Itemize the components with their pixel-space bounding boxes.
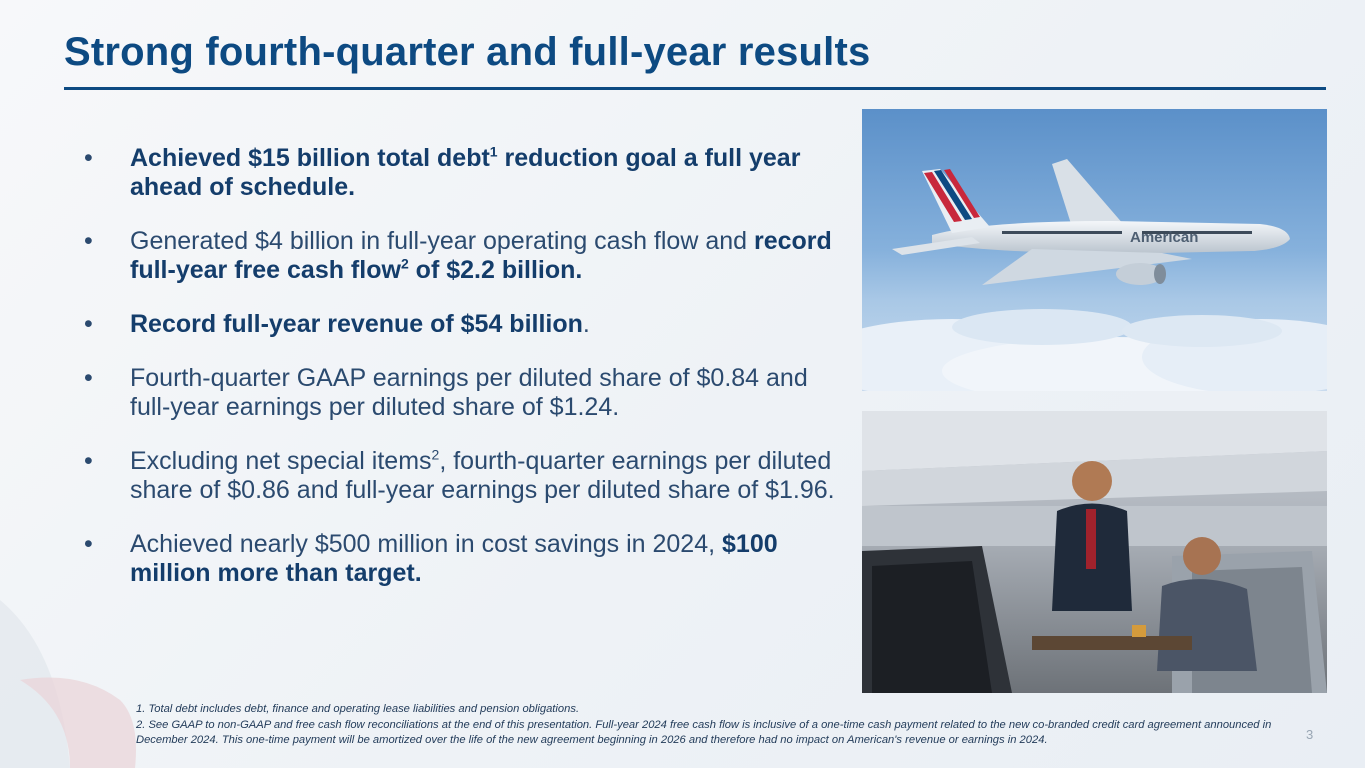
bullet-marker: • [84,364,93,392]
bullet-marker: • [84,530,93,558]
bullet-item [84,530,844,588]
bullet-text: record full-year free cash flow [130,227,832,284]
bullet-marker: • [84,447,93,475]
bullet-item [84,310,844,339]
footnote-marker: 2 [431,446,440,463]
cabin-illustration [862,411,1327,693]
footnote-2: 2. See GAAP to non-GAAP and free cash flow reconciliations at the end of this presentation. Full-year 2024 free cash flow is inclusive of a one-time cash payment related to the new co-branded credit card agreement announced in December 2024. This one-time payment will be amortized over the life of the new agreement beginning in 2026 and therefore had no impact on American's revenue or earnings in 2024. [136,718,1272,746]
bullet-text: Record full-year revenue of $54 billion [130,310,583,338]
page-number: 3 [1306,727,1314,742]
bullet-text: Achieved nearly $500 million in cost savings in 2024, [130,530,723,558]
title-rule [64,87,1326,90]
bullet-list [84,144,844,613]
bullet-item [84,447,844,505]
airplane-illustration [862,109,1327,391]
bullet-marker: • [84,144,93,172]
footnote-1: 1. Total debt includes debt, finance and operating lease liabilities and pension obligations. [136,703,580,715]
bullet-text: , fourth-quarter earnings per diluted share of $0.86 and full-year earnings per diluted share of $1.96. [130,447,835,504]
page-title: Strong fourth-quarter and full-year results [64,30,871,74]
bullet-marker: • [84,227,93,255]
bullet-text: of $2.2 billion. [408,256,583,284]
brand-swoosh-icon [0,560,150,768]
footnote-marker: 2 [400,255,409,272]
bullet-text: Fourth-quarter GAAP earnings per diluted share of $0.84 and full-year earnings per diluted share of $1.24. [130,364,808,421]
footnote-marker: 1 [489,143,498,160]
bullet-text: $100 million more than target. [130,530,778,587]
bullet-item [84,227,844,285]
bullet-text: Excluding net special items [130,447,432,475]
bullet-text: . [582,310,590,338]
bullet-marker: • [84,310,93,338]
airplane-photo [862,109,1327,391]
plane-livery-text: American [1130,229,1199,246]
bullet-item [84,364,844,422]
bullet-text: Generated $4 billion in full-year operating cash flow and [130,227,754,255]
cabin-photo [862,411,1327,693]
bullet-text: Achieved $15 billion total debt [130,144,490,172]
footnotes [136,702,1296,749]
bullet-text: reduction goal a full year ahead of schedule. [130,144,801,201]
bullet-item [84,144,844,202]
